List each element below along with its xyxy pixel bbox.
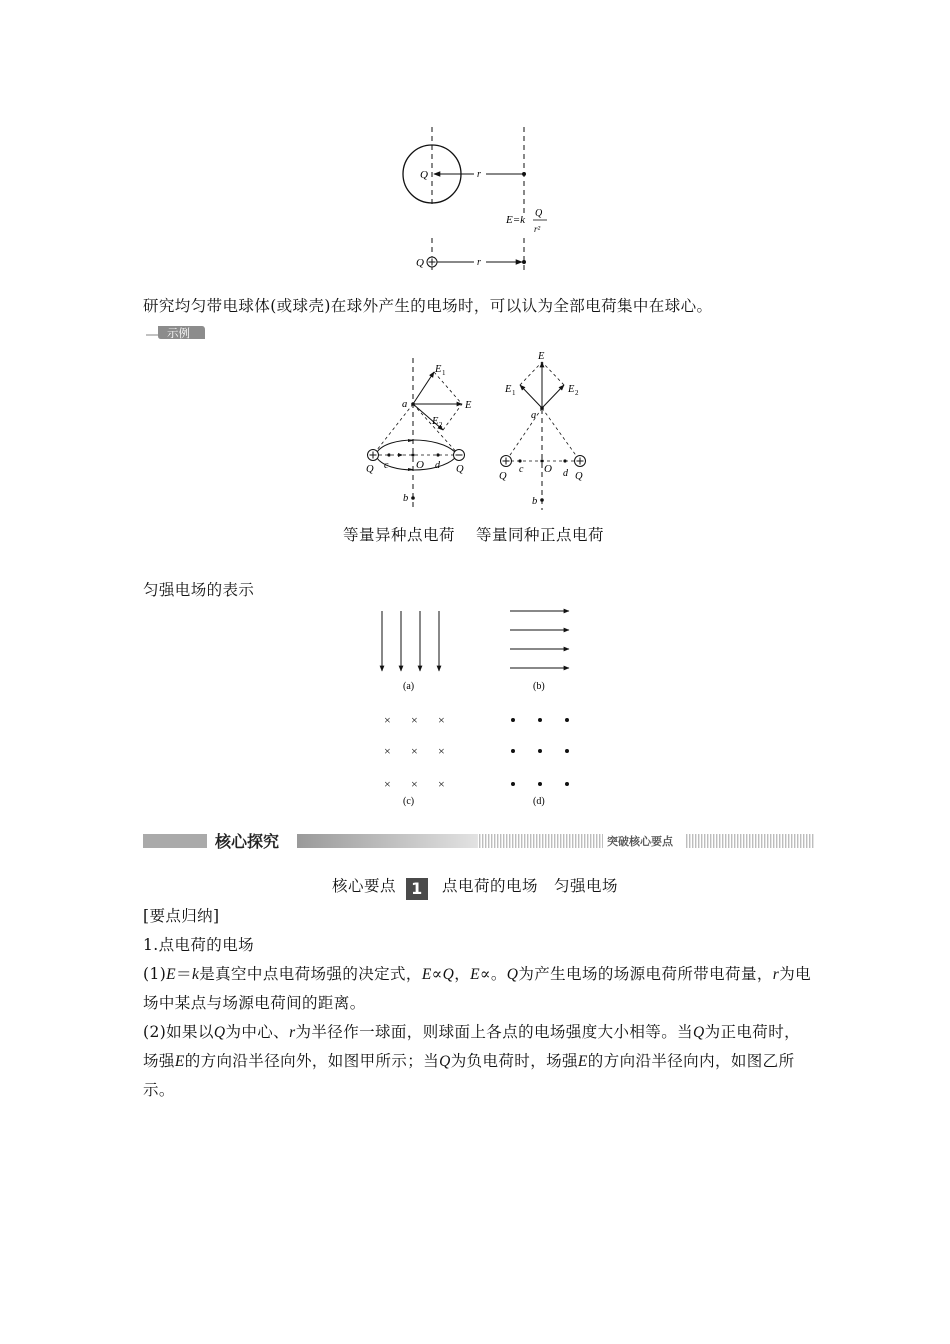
svg-text:d: d <box>563 468 568 479</box>
paragraph-1: (1)E＝k是真空中点电荷场强的决定式，E∝Q，E∝。Q为产生电场的场源电荷所带电荷量，r为电场中某点与场源电荷间的距离。 <box>143 965 812 1012</box>
svg-text:×: × <box>411 744 418 758</box>
sphere-note: 研究均匀带电球体(或球壳)在球外产生的电场时，可以认为全部电荷集中在球心。 <box>143 297 713 315</box>
q-label: Q <box>420 169 428 181</box>
svg-text:Q: Q <box>575 471 583 482</box>
banner-right-label: 突破核心要点 <box>607 835 673 848</box>
paragraph-2: (2)如果以Q为中心、r为半径作一球面，则球面上各点的电场强度大小相等。当Q为正电荷时，场强E的方向沿半径向外，如图甲所示；当Q为负电荷时，场强E的方向沿半径向内，如图乙所示。 <box>143 1023 801 1099</box>
r-label-2: r <box>477 257 481 268</box>
svg-text:c: c <box>519 464 524 475</box>
svg-text:×: × <box>384 713 391 727</box>
svg-text:a: a <box>402 399 408 410</box>
out-of-page-dots <box>511 718 569 786</box>
formula-numerator: Q <box>535 208 543 219</box>
caption-like: 等量同种正点电荷 <box>476 526 605 544</box>
svg-text:2: 2 <box>439 421 443 429</box>
uniform-field-figure <box>370 603 580 810</box>
label-b: (b) <box>533 681 545 692</box>
svg-text:d: d <box>435 460 440 471</box>
opposite-charges-diagram <box>366 358 472 510</box>
e1-label: E <box>435 364 442 375</box>
core-point-number: 1 <box>406 878 428 900</box>
banner-title: 核心探究 <box>215 832 280 851</box>
svg-text:Q: Q <box>366 464 374 475</box>
label-a: (a) <box>403 681 415 692</box>
into-page-crosses <box>384 713 445 791</box>
point-charge-figure <box>395 125 565 275</box>
svg-text:2: 2 <box>575 389 579 397</box>
svg-text:b: b <box>532 496 538 507</box>
svg-text:O: O <box>416 459 424 471</box>
core-point-heading: 核心要点 1 点电荷的电场 匀强电场 <box>331 877 619 898</box>
q-label-2: Q <box>416 257 424 269</box>
r-label: r <box>477 169 481 180</box>
svg-text:O: O <box>544 463 552 475</box>
uniform-title: 匀强电场的表示 <box>143 581 255 599</box>
downward-field-lines <box>382 611 439 671</box>
svg-text:E: E <box>568 384 575 395</box>
svg-text:a: a <box>531 410 537 421</box>
svg-text:b: b <box>403 493 409 504</box>
svg-text:c: c <box>384 460 389 471</box>
svg-text:1: 1 <box>442 369 446 377</box>
e-label: E <box>465 400 472 411</box>
svg-text:Q: Q <box>499 471 507 482</box>
svg-text:×: × <box>384 777 391 791</box>
svg-text:1: 1 <box>512 389 516 397</box>
e2-label: E <box>432 416 439 427</box>
section-banner <box>143 830 815 852</box>
label-d: (d) <box>533 796 545 807</box>
svg-text:×: × <box>384 744 391 758</box>
example-badge-label: 示例 <box>167 326 190 340</box>
example-badge <box>146 324 206 341</box>
equal-charges-figure <box>360 348 600 514</box>
svg-text:E: E <box>538 351 545 362</box>
rightward-field-lines <box>510 611 569 668</box>
svg-text:×: × <box>411 777 418 791</box>
svg-text:×: × <box>438 713 445 727</box>
svg-text:×: × <box>411 713 418 727</box>
item1-title: 1.点电荷的电场 <box>143 936 254 954</box>
svg-text:Q: Q <box>456 464 464 475</box>
formula-denominator: r² <box>534 224 541 234</box>
summary-label: [要点归纳] <box>143 907 220 925</box>
svg-text:×: × <box>438 744 445 758</box>
caption-opposite: 等量异种点电荷 <box>343 526 456 544</box>
svg-text:×: × <box>438 777 445 791</box>
svg-text:E: E <box>505 384 512 395</box>
like-charges-diagram <box>499 351 586 510</box>
label-c: (c) <box>403 796 415 807</box>
formula-lhs: E=k <box>506 214 526 226</box>
